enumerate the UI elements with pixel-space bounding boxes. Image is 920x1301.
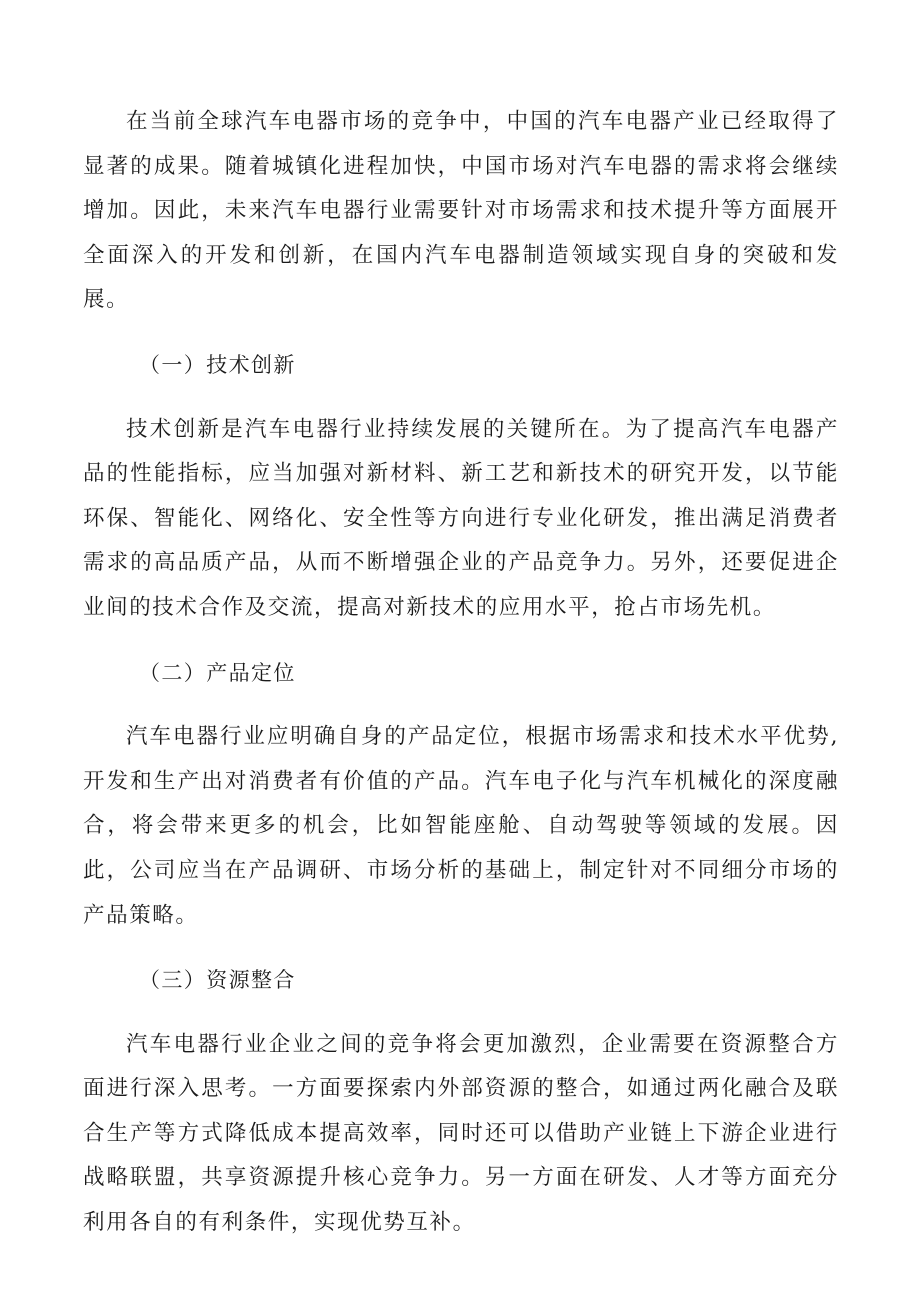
tech-innovation-paragraph: 技术创新是汽车电器行业持续发展的关键所在。为了提高汽车电器产品的性能指标，应当加强对新材料、新工艺和新技术的研究开发，以节能环保、智能化、网络化、安全性等方向进行专业化研发，推出满足消费者需求的高品质产品，从而不断增强企业的产品竞争力。另外，还要促进企业间的技术合作及交流，提高对新技术的应用水平，抢占市场先机。 xyxy=(83,416,839,620)
product-positioning-paragraph: 汽车电器行业应明确自身的产品定位，根据市场需求和技术水平优势,开发和生产出对消费者有价值的产品。汽车电子化与汽车机械化的深度融合，将会带来更多的机会，比如智能座舱、自动驾驶等领域的发展。因此，公司应当在产品调研、市场分析的基础上，制定针对不同细分市场的产品策略。 xyxy=(83,724,839,928)
section-heading-product-positioning: （二）产品定位 xyxy=(139,660,296,685)
document-page xyxy=(83,100,839,1246)
intro-paragraph: 在当前全球汽车电器市场的竞争中，中国的汽车电器产业已经取得了显著的成果。随着城镇化进程加快，中国市场对汽车电器的需求将会继续增加。因此，未来汽车电器行业需要针对市场需求和技术提升等方面展开全面深入的开发和创新，在国内汽车电器制造领域实现自身的突破和发展。 xyxy=(83,109,839,313)
resource-integration-paragraph: 汽车电器行业企业之间的竞争将会更加激烈，企业需要在资源整合方面进行深入思考。一方面要探索内外部资源的整合，如通过两化融合及联合生产等方式降低成本提高效率，同时还可以借助产业链上下游企业进行战略联盟，共享资源提升核心竞争力。另一方面在研发、人才等方面充分利用各自的有利条件，实现优势互补。 xyxy=(83,1031,839,1236)
section-heading-tech-innovation: （一）技术创新 xyxy=(139,352,296,377)
section-heading-resource-integration: （三）资源整合 xyxy=(139,968,296,993)
